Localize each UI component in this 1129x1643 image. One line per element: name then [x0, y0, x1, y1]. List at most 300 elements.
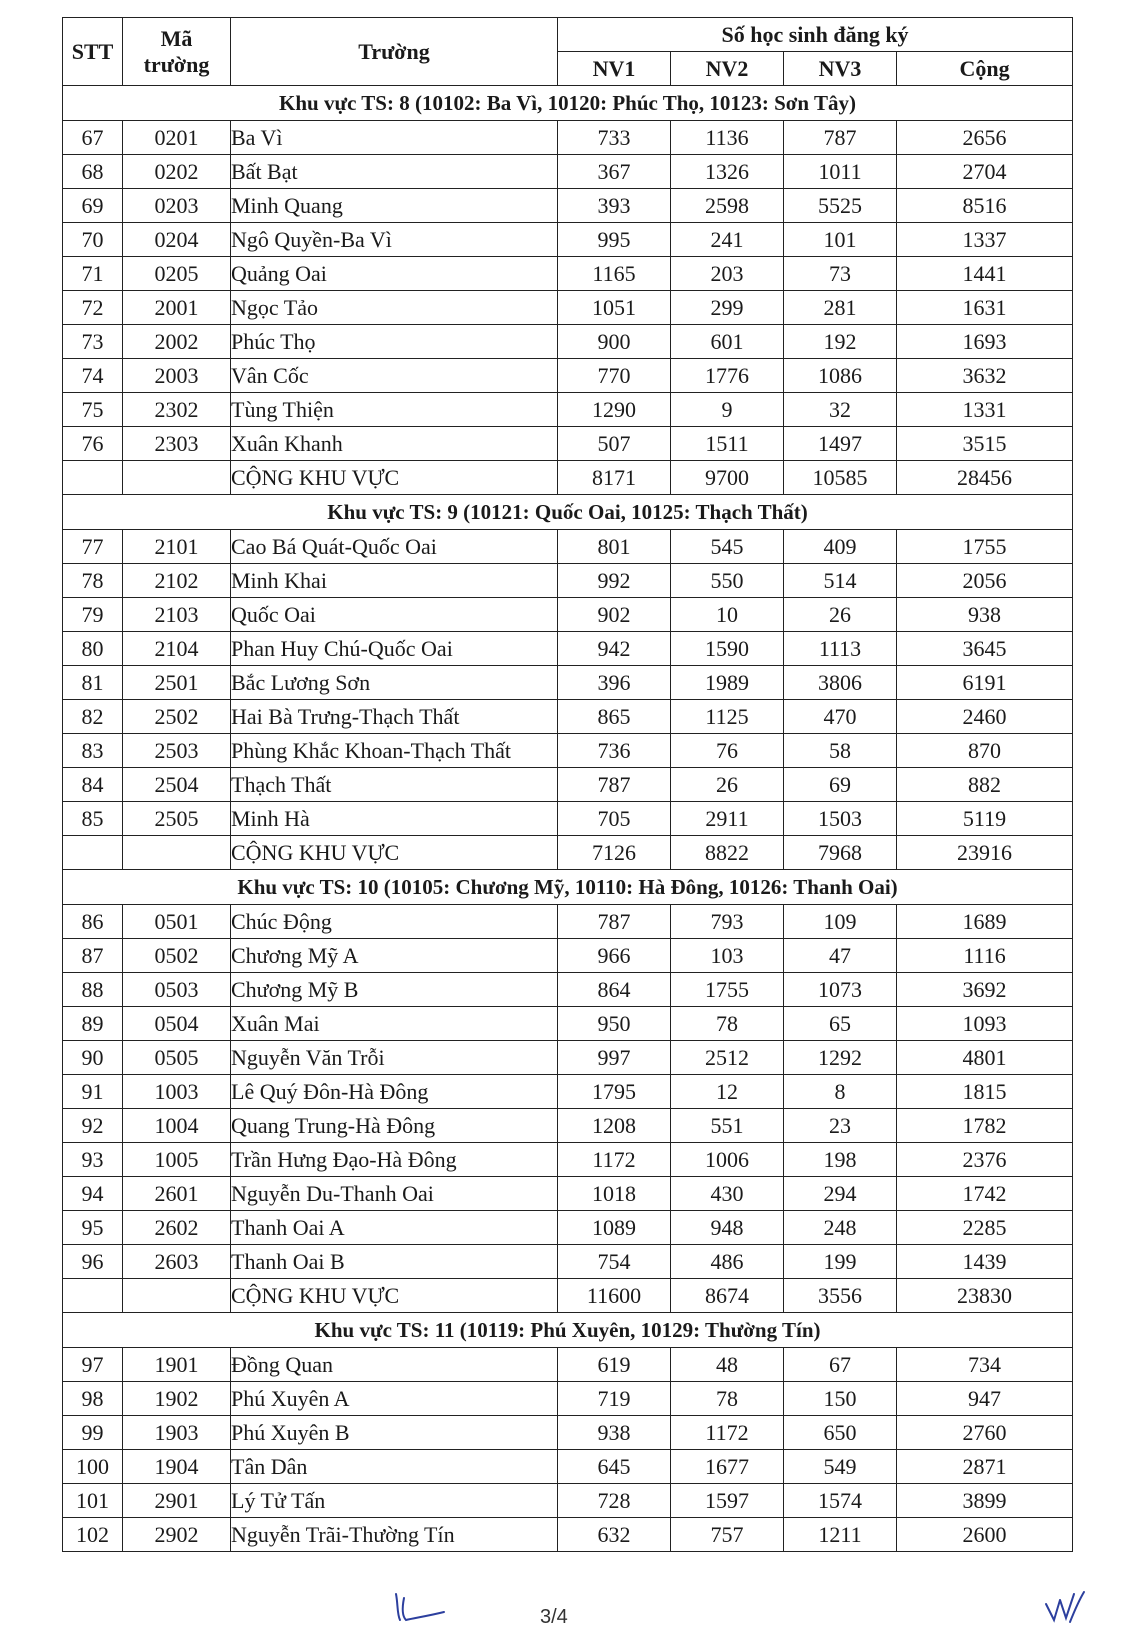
cell-cong: 870 [897, 734, 1073, 768]
cell-cong: 1093 [897, 1007, 1073, 1041]
cell-ma-truong: 2104 [123, 632, 231, 666]
total-nv3: 10585 [784, 461, 897, 495]
cell-nv3: 23 [784, 1109, 897, 1143]
total-nv2: 9700 [671, 461, 784, 495]
cell-ma-truong: 1004 [123, 1109, 231, 1143]
region-row [63, 870, 1073, 905]
cell-cong: 2704 [897, 155, 1073, 189]
table-row [63, 257, 1073, 291]
cell-ma-truong: 2102 [123, 564, 231, 598]
cell-stt: 69 [63, 189, 123, 223]
cell-nv2: 757 [671, 1518, 784, 1552]
table-row [63, 802, 1073, 836]
table-row [63, 768, 1073, 802]
table-row [63, 734, 1073, 768]
cell-truong: Xuân Khanh [231, 427, 558, 461]
cell-nv3: 470 [784, 700, 897, 734]
cell-nv1: 950 [558, 1007, 671, 1041]
cell-truong: Nguyễn Trãi-Thường Tín [231, 1518, 558, 1552]
cell-stt: 76 [63, 427, 123, 461]
cell-nv3: 101 [784, 223, 897, 257]
cell-nv1: 770 [558, 359, 671, 393]
cell-nv3: 549 [784, 1450, 897, 1484]
cell-nv2: 551 [671, 1109, 784, 1143]
cell-nv3: 1503 [784, 802, 897, 836]
cell-truong: Thạch Thất [231, 768, 558, 802]
table-row [63, 598, 1073, 632]
cell-ma-truong: 0503 [123, 973, 231, 1007]
empty-cell [63, 461, 123, 495]
cell-nv1: 938 [558, 1416, 671, 1450]
region-title: Khu vực TS: 9 (10121: Quốc Oai, 10125: Thạch Thất) [63, 495, 1073, 530]
cell-nv2: 203 [671, 257, 784, 291]
cell-ma-truong: 1903 [123, 1416, 231, 1450]
cell-nv1: 902 [558, 598, 671, 632]
cell-stt: 97 [63, 1348, 123, 1382]
cell-ma-truong: 2504 [123, 768, 231, 802]
cell-nv2: 103 [671, 939, 784, 973]
cell-ma-truong: 0505 [123, 1041, 231, 1075]
cell-stt: 81 [63, 666, 123, 700]
cell-nv3: 1497 [784, 427, 897, 461]
table-row [63, 359, 1073, 393]
cell-cong: 4801 [897, 1041, 1073, 1075]
cell-nv2: 1597 [671, 1484, 784, 1518]
cell-nv3: 192 [784, 325, 897, 359]
cell-ma-truong: 0202 [123, 155, 231, 189]
header-ma-truong: Mã trường [123, 18, 231, 86]
cell-nv3: 69 [784, 768, 897, 802]
cell-ma-truong: 2003 [123, 359, 231, 393]
cell-nv2: 948 [671, 1211, 784, 1245]
cell-truong: Hai Bà Trưng-Thạch Thất [231, 700, 558, 734]
cell-nv1: 619 [558, 1348, 671, 1382]
cell-stt: 70 [63, 223, 123, 257]
cell-nv2: 26 [671, 768, 784, 802]
cell-nv2: 1326 [671, 155, 784, 189]
empty-cell [123, 461, 231, 495]
empty-cell [123, 1279, 231, 1313]
cell-ma-truong: 2902 [123, 1518, 231, 1552]
cell-ma-truong: 1902 [123, 1382, 231, 1416]
table-row [63, 121, 1073, 155]
table-row [63, 1450, 1073, 1484]
cell-truong: Phan Huy Chú-Quốc Oai [231, 632, 558, 666]
table-row [63, 666, 1073, 700]
cell-cong: 938 [897, 598, 1073, 632]
region-row [63, 495, 1073, 530]
cell-ma-truong: 1005 [123, 1143, 231, 1177]
cell-nv3: 26 [784, 598, 897, 632]
cell-stt: 79 [63, 598, 123, 632]
table-row [63, 700, 1073, 734]
total-label: CỘNG KHU VỰC [231, 461, 558, 495]
cell-cong: 2460 [897, 700, 1073, 734]
cell-truong: Minh Quang [231, 189, 558, 223]
cell-cong: 1689 [897, 905, 1073, 939]
cell-truong: Minh Hà [231, 802, 558, 836]
cell-ma-truong: 2302 [123, 393, 231, 427]
cell-stt: 102 [63, 1518, 123, 1552]
cell-ma-truong: 0201 [123, 121, 231, 155]
cell-nv2: 1136 [671, 121, 784, 155]
header-so-hoc-sinh: Số học sinh đăng ký [558, 18, 1073, 52]
total-row [63, 836, 1073, 870]
cell-nv1: 367 [558, 155, 671, 189]
cell-truong: Thanh Oai A [231, 1211, 558, 1245]
total-row [63, 461, 1073, 495]
table-row [63, 1416, 1073, 1450]
cell-nv2: 2911 [671, 802, 784, 836]
cell-ma-truong: 0205 [123, 257, 231, 291]
cell-nv3: 198 [784, 1143, 897, 1177]
cell-truong: Bất Bạt [231, 155, 558, 189]
empty-cell [123, 836, 231, 870]
cell-nv2: 1989 [671, 666, 784, 700]
cell-truong: Bắc Lương Sơn [231, 666, 558, 700]
region-title: Khu vực TS: 11 (10119: Phú Xuyên, 10129: Thường Tín) [63, 1313, 1073, 1348]
cell-nv1: 992 [558, 564, 671, 598]
cell-nv3: 650 [784, 1416, 897, 1450]
cell-nv2: 2598 [671, 189, 784, 223]
cell-nv3: 32 [784, 393, 897, 427]
table-row [63, 1007, 1073, 1041]
table-row [63, 973, 1073, 1007]
empty-cell [63, 836, 123, 870]
cell-nv3: 199 [784, 1245, 897, 1279]
cell-nv3: 1211 [784, 1518, 897, 1552]
cell-nv1: 966 [558, 939, 671, 973]
cell-nv1: 997 [558, 1041, 671, 1075]
cell-truong: Quảng Oai [231, 257, 558, 291]
cell-nv1: 728 [558, 1484, 671, 1518]
cell-nv3: 73 [784, 257, 897, 291]
cell-nv2: 76 [671, 734, 784, 768]
cell-nv2: 1511 [671, 427, 784, 461]
cell-stt: 89 [63, 1007, 123, 1041]
cell-ma-truong: 2601 [123, 1177, 231, 1211]
cell-nv1: 645 [558, 1450, 671, 1484]
cell-nv3: 1574 [784, 1484, 897, 1518]
table-row [63, 1211, 1073, 1245]
cell-truong: Quang Trung-Hà Đông [231, 1109, 558, 1143]
cell-stt: 87 [63, 939, 123, 973]
cell-nv3: 150 [784, 1382, 897, 1416]
cell-nv3: 409 [784, 530, 897, 564]
cell-nv1: 632 [558, 1518, 671, 1552]
cell-ma-truong: 0204 [123, 223, 231, 257]
cell-stt: 73 [63, 325, 123, 359]
initial-signature-left [390, 1590, 450, 1626]
table-row [63, 393, 1073, 427]
cell-nv3: 58 [784, 734, 897, 768]
cell-nv2: 1172 [671, 1416, 784, 1450]
cell-cong: 1116 [897, 939, 1073, 973]
cell-truong: Ngô Quyền-Ba Vì [231, 223, 558, 257]
cell-truong: Xuân Mai [231, 1007, 558, 1041]
cell-stt: 86 [63, 905, 123, 939]
cell-cong: 882 [897, 768, 1073, 802]
total-row [63, 1279, 1073, 1313]
header-cong: Cộng [897, 52, 1073, 86]
cell-stt: 101 [63, 1484, 123, 1518]
cell-stt: 100 [63, 1450, 123, 1484]
header-nv3: NV3 [784, 52, 897, 86]
cell-nv1: 1165 [558, 257, 671, 291]
cell-ma-truong: 1003 [123, 1075, 231, 1109]
total-cong: 23830 [897, 1279, 1073, 1313]
cell-nv1: 733 [558, 121, 671, 155]
cell-ma-truong: 2501 [123, 666, 231, 700]
cell-stt: 78 [63, 564, 123, 598]
cell-ma-truong: 2602 [123, 1211, 231, 1245]
registration-table [62, 17, 1073, 1552]
cell-nv2: 9 [671, 393, 784, 427]
cell-cong: 1742 [897, 1177, 1073, 1211]
cell-nv2: 78 [671, 1007, 784, 1041]
cell-cong: 2376 [897, 1143, 1073, 1177]
cell-cong: 1782 [897, 1109, 1073, 1143]
cell-nv1: 1018 [558, 1177, 671, 1211]
cell-truong: Phùng Khắc Khoan-Thạch Thất [231, 734, 558, 768]
table-row [63, 1109, 1073, 1143]
cell-nv1: 787 [558, 768, 671, 802]
cell-ma-truong: 2505 [123, 802, 231, 836]
cell-stt: 94 [63, 1177, 123, 1211]
cell-cong: 5119 [897, 802, 1073, 836]
cell-truong: Ba Vì [231, 121, 558, 155]
table-row [63, 1245, 1073, 1279]
cell-stt: 99 [63, 1416, 123, 1450]
total-nv3: 7968 [784, 836, 897, 870]
cell-nv3: 1086 [784, 359, 897, 393]
cell-cong: 1815 [897, 1075, 1073, 1109]
cell-ma-truong: 2303 [123, 427, 231, 461]
cell-truong: Tân Dân [231, 1450, 558, 1484]
table-row [63, 905, 1073, 939]
cell-stt: 68 [63, 155, 123, 189]
cell-nv2: 601 [671, 325, 784, 359]
cell-truong: Chương Mỹ B [231, 973, 558, 1007]
cell-nv3: 3806 [784, 666, 897, 700]
table-row [63, 1382, 1073, 1416]
cell-truong: Vân Cốc [231, 359, 558, 393]
table-body [63, 86, 1073, 1552]
cell-nv1: 864 [558, 973, 671, 1007]
cell-cong: 2285 [897, 1211, 1073, 1245]
total-nv1: 7126 [558, 836, 671, 870]
cell-nv1: 393 [558, 189, 671, 223]
cell-truong: Trần Hưng Đạo-Hà Đông [231, 1143, 558, 1177]
cell-nv1: 719 [558, 1382, 671, 1416]
cell-cong: 3692 [897, 973, 1073, 1007]
cell-stt: 85 [63, 802, 123, 836]
total-nv2: 8822 [671, 836, 784, 870]
table-row [63, 223, 1073, 257]
cell-nv2: 1677 [671, 1450, 784, 1484]
cell-cong: 2056 [897, 564, 1073, 598]
header-nv1: NV1 [558, 52, 671, 86]
cell-ma-truong: 0504 [123, 1007, 231, 1041]
cell-nv3: 281 [784, 291, 897, 325]
cell-nv1: 900 [558, 325, 671, 359]
cell-nv3: 248 [784, 1211, 897, 1245]
table-row [63, 632, 1073, 666]
empty-cell [63, 1279, 123, 1313]
cell-nv3: 5525 [784, 189, 897, 223]
cell-nv3: 65 [784, 1007, 897, 1041]
cell-nv2: 1755 [671, 973, 784, 1007]
cell-nv2: 545 [671, 530, 784, 564]
cell-nv2: 10 [671, 598, 784, 632]
cell-truong: Minh Khai [231, 564, 558, 598]
cell-cong: 2760 [897, 1416, 1073, 1450]
header-stt: STT [63, 18, 123, 86]
cell-ma-truong: 2001 [123, 291, 231, 325]
table-row [63, 1348, 1073, 1382]
cell-cong: 1331 [897, 393, 1073, 427]
cell-ma-truong: 2603 [123, 1245, 231, 1279]
cell-stt: 82 [63, 700, 123, 734]
cell-stt: 91 [63, 1075, 123, 1109]
region-title: Khu vực TS: 8 (10102: Ba Vì, 10120: Phúc Thọ, 10123: Sơn Tây) [63, 86, 1073, 121]
cell-nv2: 430 [671, 1177, 784, 1211]
cell-cong: 1631 [897, 291, 1073, 325]
cell-cong: 3632 [897, 359, 1073, 393]
total-nv3: 3556 [784, 1279, 897, 1313]
region-row [63, 86, 1073, 121]
table-row [63, 291, 1073, 325]
cell-nv3: 1011 [784, 155, 897, 189]
cell-stt: 84 [63, 768, 123, 802]
cell-truong: Đồng Quan [231, 1348, 558, 1382]
cell-ma-truong: 2502 [123, 700, 231, 734]
cell-nv1: 1089 [558, 1211, 671, 1245]
cell-ma-truong: 0501 [123, 905, 231, 939]
cell-stt: 93 [63, 1143, 123, 1177]
cell-ma-truong: 2103 [123, 598, 231, 632]
table-row [63, 189, 1073, 223]
cell-cong: 1755 [897, 530, 1073, 564]
cell-nv1: 705 [558, 802, 671, 836]
cell-stt: 95 [63, 1211, 123, 1245]
cell-nv3: 47 [784, 939, 897, 973]
cell-nv2: 1590 [671, 632, 784, 666]
cell-ma-truong: 0502 [123, 939, 231, 973]
total-label: CỘNG KHU VỰC [231, 836, 558, 870]
cell-stt: 98 [63, 1382, 123, 1416]
cell-truong: Thanh Oai B [231, 1245, 558, 1279]
table-row [63, 1177, 1073, 1211]
cell-cong: 1441 [897, 257, 1073, 291]
cell-stt: 88 [63, 973, 123, 1007]
cell-ma-truong: 1904 [123, 1450, 231, 1484]
cell-stt: 77 [63, 530, 123, 564]
cell-nv1: 396 [558, 666, 671, 700]
cell-nv2: 1776 [671, 359, 784, 393]
cell-truong: Ngọc Tảo [231, 291, 558, 325]
cell-cong: 2600 [897, 1518, 1073, 1552]
cell-cong: 1693 [897, 325, 1073, 359]
table-row [63, 1484, 1073, 1518]
cell-nv1: 754 [558, 1245, 671, 1279]
cell-cong: 2656 [897, 121, 1073, 155]
cell-nv3: 1292 [784, 1041, 897, 1075]
cell-nv2: 241 [671, 223, 784, 257]
cell-nv2: 793 [671, 905, 784, 939]
cell-nv2: 12 [671, 1075, 784, 1109]
cell-nv1: 1172 [558, 1143, 671, 1177]
cell-truong: Phú Xuyên A [231, 1382, 558, 1416]
cell-cong: 1439 [897, 1245, 1073, 1279]
cell-nv1: 865 [558, 700, 671, 734]
cell-ma-truong: 2503 [123, 734, 231, 768]
cell-ma-truong: 2002 [123, 325, 231, 359]
cell-nv3: 1113 [784, 632, 897, 666]
table-row [63, 427, 1073, 461]
table-row [63, 939, 1073, 973]
cell-nv1: 995 [558, 223, 671, 257]
total-nv1: 11600 [558, 1279, 671, 1313]
cell-stt: 80 [63, 632, 123, 666]
cell-stt: 83 [63, 734, 123, 768]
cell-nv1: 1290 [558, 393, 671, 427]
total-nv2: 8674 [671, 1279, 784, 1313]
cell-cong: 1337 [897, 223, 1073, 257]
cell-cong: 947 [897, 1382, 1073, 1416]
cell-cong: 734 [897, 1348, 1073, 1382]
total-label: CỘNG KHU VỰC [231, 1279, 558, 1313]
cell-stt: 75 [63, 393, 123, 427]
cell-nv3: 67 [784, 1348, 897, 1382]
cell-stt: 92 [63, 1109, 123, 1143]
cell-ma-truong: 2101 [123, 530, 231, 564]
region-title: Khu vực TS: 10 (10105: Chương Mỹ, 10110: Hà Đông, 10126: Thanh Oai) [63, 870, 1073, 905]
header-truong: Trường [231, 18, 558, 86]
table-row [63, 1143, 1073, 1177]
cell-truong: Phú Xuyên B [231, 1416, 558, 1450]
cell-nv1: 1051 [558, 291, 671, 325]
cell-nv3: 787 [784, 121, 897, 155]
table-row [63, 564, 1073, 598]
cell-nv2: 486 [671, 1245, 784, 1279]
cell-ma-truong: 1901 [123, 1348, 231, 1382]
cell-nv3: 1073 [784, 973, 897, 1007]
total-nv1: 8171 [558, 461, 671, 495]
cell-truong: Tùng Thiện [231, 393, 558, 427]
cell-nv1: 507 [558, 427, 671, 461]
page-number: 3/4 [540, 1606, 568, 1628]
table-header [63, 18, 1073, 86]
cell-nv2: 299 [671, 291, 784, 325]
region-row [63, 1313, 1073, 1348]
cell-ma-truong: 0203 [123, 189, 231, 223]
cell-nv2: 48 [671, 1348, 784, 1382]
cell-nv1: 1208 [558, 1109, 671, 1143]
cell-nv1: 942 [558, 632, 671, 666]
cell-nv3: 514 [784, 564, 897, 598]
table-row [63, 530, 1073, 564]
cell-cong: 2871 [897, 1450, 1073, 1484]
cell-cong: 8516 [897, 189, 1073, 223]
cell-truong: Phúc Thọ [231, 325, 558, 359]
cell-nv2: 550 [671, 564, 784, 598]
cell-stt: 74 [63, 359, 123, 393]
cell-nv1: 801 [558, 530, 671, 564]
cell-stt: 96 [63, 1245, 123, 1279]
cell-nv3: 109 [784, 905, 897, 939]
cell-stt: 72 [63, 291, 123, 325]
